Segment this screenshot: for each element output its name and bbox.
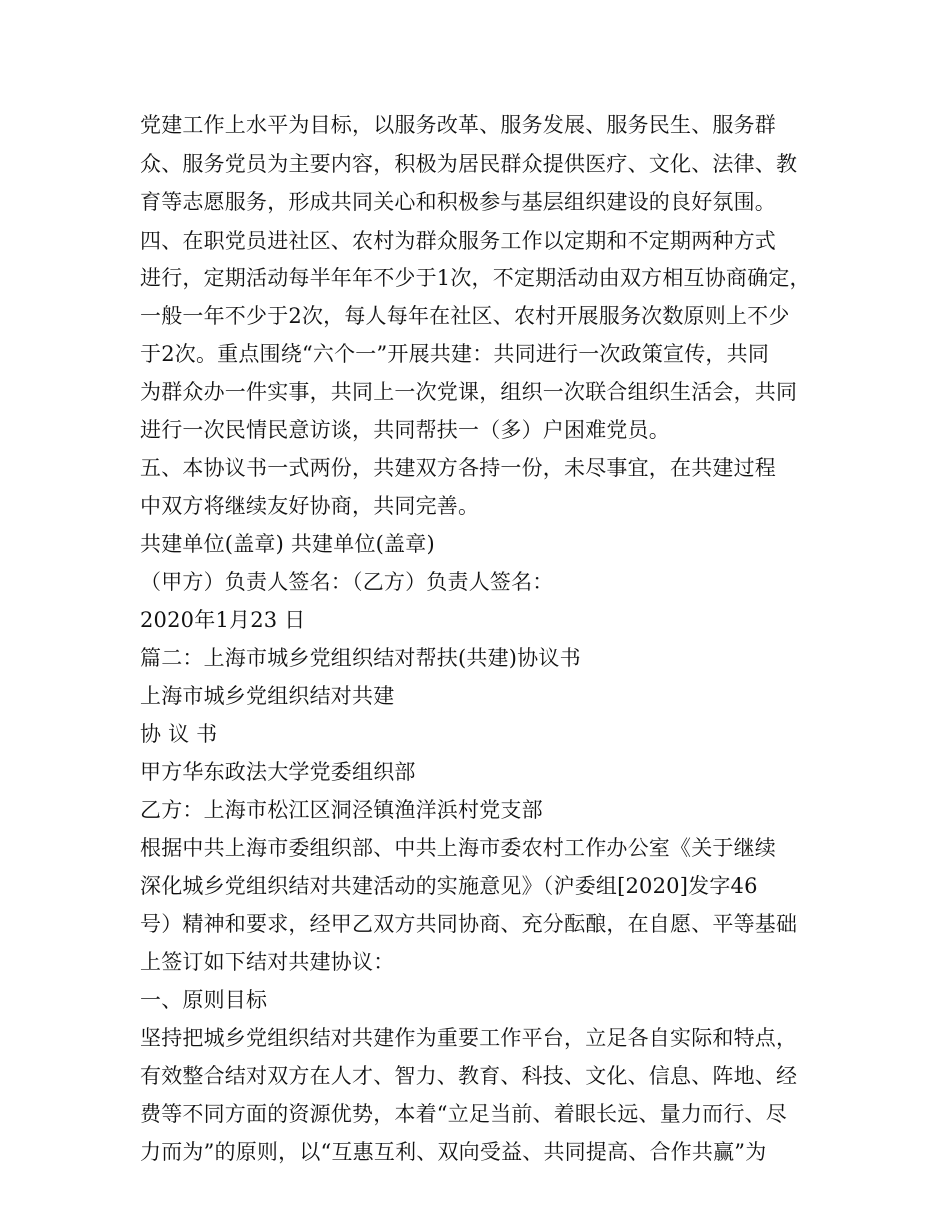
text-line: 坚持把城乡党组织结对共建作为重要工作平台，立足各自实际和特点， (140, 1026, 798, 1050)
text-line: 于2次。重点围绕“六个一”开展共建：共同进行一次政策宣传，共同 (140, 342, 770, 366)
text-line: 党建工作上水平为目标，以服务改革、服务发展、服务民生、服务群 (140, 113, 776, 137)
text-line: （甲方）负责人签名：（乙方）负责人签名： (140, 570, 554, 594)
text-line: 费等不同方面的资源优势，本着“立足当前、着眼长远、量力而行、尽 (140, 1102, 787, 1126)
text-line: 2020年1月23 日 (140, 608, 306, 632)
party-b: 乙方：上海市松江区洞泾镇渔洋浜村党支部 (140, 798, 543, 822)
text-line: 中双方将继续友好协商，共同完善。 (140, 494, 480, 518)
text-line: 五、本协议书一式两份，共建双方各持一份，未尽事宜，在共建过程 (140, 456, 776, 480)
text-line: 为群众办一件实事，共同上一次党课，组织一次联合组织生活会，共同 (140, 380, 798, 404)
text-line: 众、服务党员为主要内容，积极为居民群众提供医疗、文化、法律、教 (140, 152, 798, 176)
text-line: 一般一年不少于2次，每人每年在社区、农村开展服务次数原则上不少 (140, 304, 790, 328)
document-title: 协 议 书 (140, 722, 218, 746)
section-heading: 篇二：上海市城乡党组织结对帮扶(共建)协议书 (140, 646, 581, 670)
text-line: 号）精神和要求，经甲乙双方共同协商、充分酝酿，在自愿、平等基础 (140, 912, 798, 936)
text-line: 上签订如下结对共建协议： (140, 950, 395, 974)
text-line: 根据中共上海市委组织部、中共上海市委农村工作办公室《关于继续 (140, 836, 776, 860)
section-heading: 一、原则目标 (140, 988, 268, 1012)
document-title: 上海市城乡党组织结对共建 (140, 684, 395, 708)
text-line: 深化城乡党组织结对共建活动的实施意见》（沪委组[2020]发字46 (140, 874, 758, 898)
text-line: 有效整合结对双方在人才、智力、教育、科技、文化、信息、阵地、经 (140, 1064, 798, 1088)
text-line: 育等志愿服务，形成共同关心和积极参与基层组织建设的良好氛围。 (140, 190, 776, 214)
text-line: 力而为”的原则，以“互惠互利、双向受益、共同提高、合作共赢”为 (140, 1140, 767, 1164)
text-line: 共建单位(盖章) 共建单位(盖章) (140, 532, 435, 556)
text-line: 进行，定期活动每半年年不少于1次，不定期活动由双方相互协商确定， (140, 266, 811, 290)
text-line: 四、在职党员进社区、农村为群众服务工作以定期和不定期两种方式 (140, 229, 776, 253)
party-a: 甲方华东政法大学党委组织部 (140, 760, 416, 784)
text-line: 进行一次民情民意访谈，共同帮扶一（多）户困难党员。 (140, 418, 670, 442)
